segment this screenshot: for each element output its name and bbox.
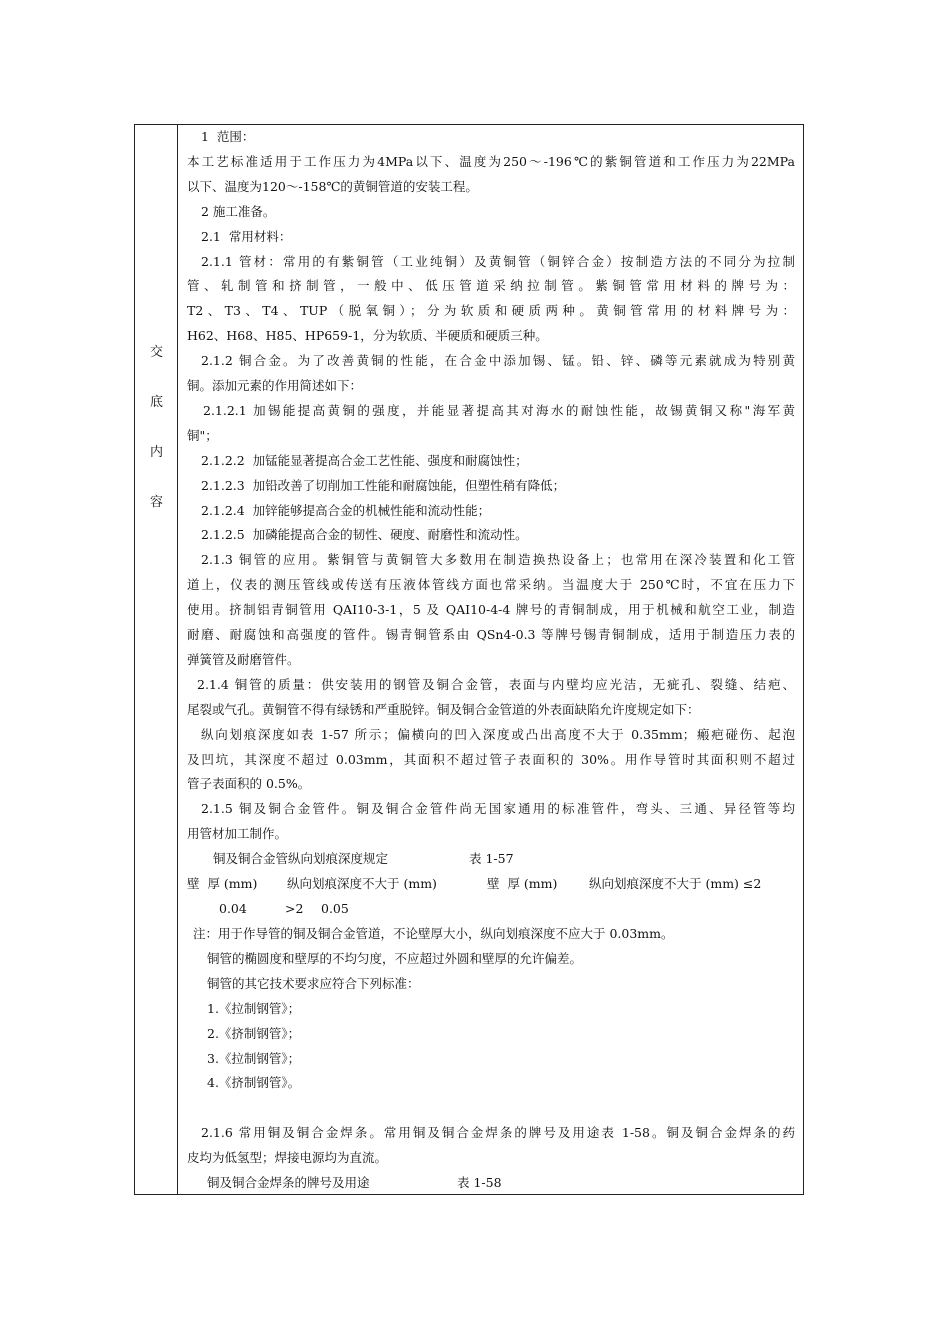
section-label-char: 交	[149, 345, 163, 360]
table-157-header-cell: 壁 厚 (mm)	[187, 876, 258, 891]
text-line: 管、轧制管和挤制管，一般中、低压管道采纳拉制管。紫铜管常用材料的牌号为：	[187, 278, 795, 294]
text-line: 管子表面积的 0.5%。	[187, 776, 311, 792]
text-line: H62、H68、H85、HP659-1，分为软质、半硬质和硬质三种。	[187, 328, 548, 344]
text-line: 铜"；	[187, 427, 218, 443]
text-line: 以下、温度为120～-158℃的黄铜管道的安装工程。	[187, 178, 478, 194]
text-line: 2.1.1 管材：常用的有紫铜管（工业纯铜）及黄铜管（铜锌合金）按制造方法的不同分为拉制	[201, 253, 795, 269]
text-line: 用管材加工制作。	[187, 826, 288, 842]
text-line: 2.1.2.5 加磷能提高合金的韧性、硬度、耐磨性和流动性。	[201, 527, 528, 543]
table-157-cell: >2	[285, 901, 304, 916]
text-line: 2.1.6 常用铜及铜合金焊条。常用铜及铜合金焊条的牌号及用途表 1-58。铜及铜合金焊条的药	[201, 1125, 795, 1140]
text-line: 2.1 常用材料：	[201, 228, 292, 244]
table-157-number: 表 1-57	[469, 851, 514, 866]
text-line: 使用。挤制铝青铜管用 QAI10-3-1，5 及 QAI10-4-4 牌号的青铜制成，用于机械和航空工业，制造	[187, 602, 795, 618]
text-line: 铜。添加元素的作用简述如下：	[187, 378, 363, 393]
section-label-char: 底	[149, 395, 163, 410]
text-line: 1 范围：	[201, 129, 255, 144]
table-157-cell: 0.05	[321, 901, 349, 916]
text-line: 2.1.4 铜管的质量：供安装用的钢管及铜合金管，表面与内壁均应光洁，无疵孔、裂缝、结疤、	[197, 676, 795, 692]
text-line: 皮均为低氢型；焊接电源均为直流。	[187, 1150, 388, 1165]
section-label-column	[135, 125, 178, 1194]
table-157-header-cell: 壁 厚 (mm)	[487, 876, 558, 891]
text-line: 铜管的椭圆度和壁厚的不均匀度，不应超过外圆和壁厚的允许偏差。	[207, 950, 583, 966]
text-line: 2.1.2 铜合金。为了改善黄铜的性能，在合金中添加锡、锰。铅、锌、磷等元素就成为特别黄	[201, 353, 795, 369]
text-line: 纵向划痕深度如表 1-57 所示；偏横向的凹入深度或凸出高度不大于 0.35mm；瘢疤碰伤、起泡	[201, 726, 795, 742]
table-157-cell: 0.04	[219, 901, 247, 916]
text-line: 2.1.2.1 加锡能提高黄铜的强度，并能显著提高其对海水的耐蚀性能，故锡黄铜又称"海军黄	[203, 402, 795, 418]
text-line: 3.《拉制钢管》；	[207, 1050, 301, 1066]
text-line: 4.《挤制钢管》。	[207, 1075, 301, 1091]
table-158-title: 铜及铜合金焊条的牌号及用途	[207, 1175, 370, 1190]
text-line: 2.1.3 铜管的应用。紫铜管与黄铜管大多数用在制造换热设备上；也常用在深冷装置和化工管	[201, 552, 795, 568]
text-line: 道上，仪表的测压管线或传送有压液体管线方面也常采纳。当温度大于 250℃时，不宜在压力下	[187, 577, 795, 593]
text-line: 2.1.2.2 加锰能显著提高合金工艺性能、强度和耐腐蚀性；	[201, 452, 528, 468]
section-label-char: 容	[149, 495, 163, 510]
table-157-title: 铜及铜合金管纵向划痕深度规定	[213, 851, 389, 866]
text-line: 本工艺标准适用于工作压力为4MPa以下、温度为250～-196℃的紫铜管道和工作压力为22MPa	[187, 153, 795, 169]
text-line: 及凹坑，其深度不超过 0.03mm，其面积不超过管子表面积的 30%。用作导管时其面积则不超过	[187, 751, 795, 767]
text-line: 2.《挤制钢管》；	[207, 1025, 301, 1041]
text-line: 2.1.5 铜及铜合金管件。铜及铜合金管件尚无国家通用的标准管件，弯头、三通、异径管等均	[201, 801, 795, 817]
table-158-number: 表 1-58	[457, 1175, 502, 1190]
text-line: 尾裂或气孔。黄铜管不得有绿锈和严重脱锌。铜及铜合金管道的外表面缺陷允许度规定如下：	[187, 701, 700, 717]
table-157-header-cell: 纵向划痕深度不大于 (mm) ≤2	[589, 876, 762, 891]
text-line: 2.1.2.4 加锌能够提高合金的机械性能和流动性能；	[201, 502, 491, 518]
text-line: 铜管的其它技术要求应符合下列标准：	[207, 975, 420, 991]
text-line: 耐磨、耐腐蚀和高强度的管件。锡青铜管系由 QSn4-0.3 等牌号锡青铜制成，适用于制造压力表的	[187, 627, 795, 642]
text-line: 注：用于作导管的铜及铜合金管道，不论壁厚大小，纵向划痕深度不应大于 0.03mm。	[193, 926, 674, 941]
text-line: T2、T3、T4、TUP（脱氧铜）；分为软质和硬质两种。黄铜管常用的材料牌号为：	[187, 303, 795, 319]
text-line: 2 施工准备。	[201, 203, 276, 219]
text-line: 弹簧管及耐磨管件。	[187, 651, 300, 667]
table-157-header-cell: 纵向划痕深度不大于 (mm)	[287, 876, 437, 891]
document-table-frame	[134, 124, 804, 1195]
text-line: 2.1.2.3 加铅改善了切削加工性能和耐腐蚀能，但塑性稍有降低；	[201, 477, 566, 493]
text-line: 1.《拉制钢管》；	[207, 1000, 301, 1016]
section-label-char: 内	[149, 445, 163, 460]
